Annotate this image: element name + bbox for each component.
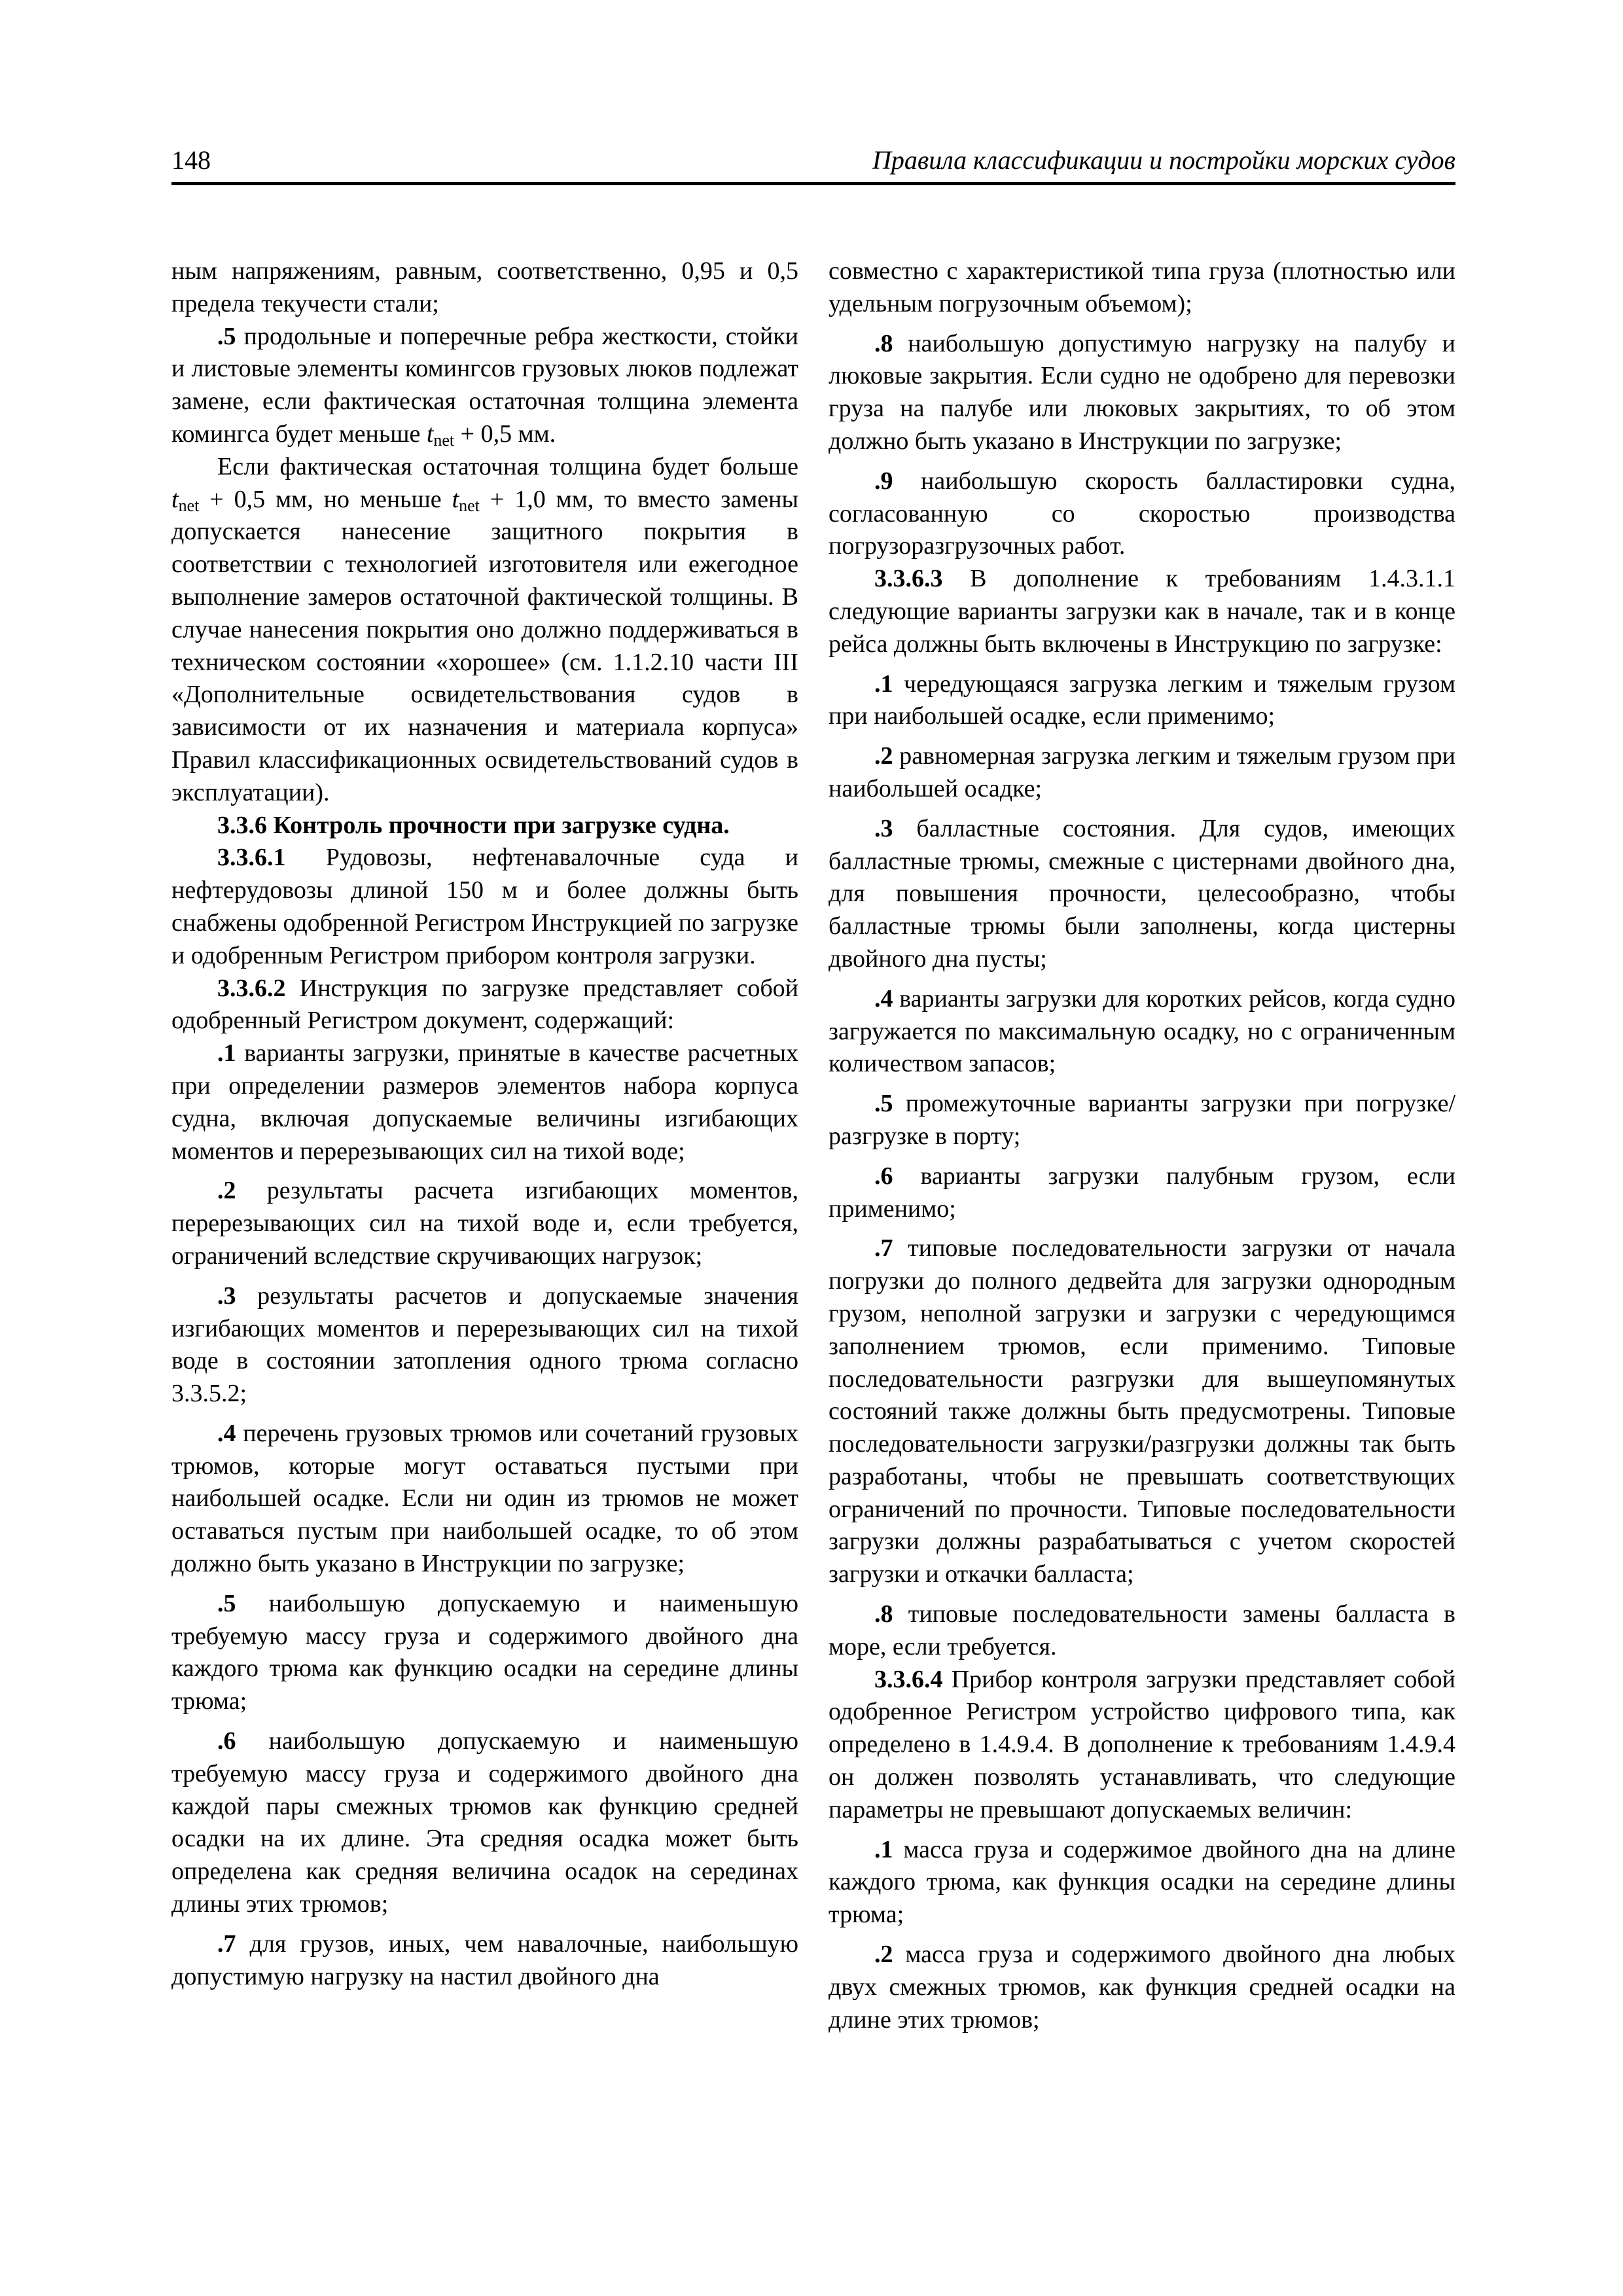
paragraph: 3.3.6.4 Прибор контроля загрузки представляет собой одобренное Регистром устройство цифрового типа, как определено в 1.4.9.4. В дополнение к требованиям 1.4.9.4 он должен позволять устанавливать, что следующие параметры не превышают допускаемых величин:: [829, 1665, 1455, 1823]
item-label: .3: [217, 1282, 236, 1310]
paragraph: 3.3.6.1 Рудовозы, нефтенавалочные суда и нефтерудовозы длиной 150 м и более должны быть снабжены одобренной Регистром Инструкцией по загрузке и одобренным Регистром прибором контроля загрузки.: [171, 844, 798, 969]
list-item: .2 результаты расчета изгибающих моментов, перерезывающих сил на тихой воде и, если требуется, ограничений вследствие скручивающих нагрузок;: [171, 1177, 798, 1270]
paragraph: 3.3.6.3 В дополнение к требованиям 1.4.3.1.1 следующие варианты загрузки как в начале, так и в конце рейса должны быть включены в Инструкцию по загрузке:: [829, 565, 1455, 658]
left-column: [171, 255, 798, 1993]
list-item: .9 наибольшую скорость балластировки судна, согласованную со скоростью производства погрузоразгрузочных работ.: [829, 467, 1455, 560]
item-label: .9: [874, 467, 893, 495]
item-label: .2: [217, 1177, 236, 1205]
paragraph: 3.3.6.2 Инструкция по загрузке представляет собой одобренный Регистром документ, содержащий:: [171, 974, 798, 1035]
list-item: .7 типовые последовательности загрузки от начала погрузки до полного дедвейта для загрузки однородным грузом, неполной загрузки и загрузки с чередующимся заполнением трюмов, если применимо. Типовые последовательности разгрузки для вышеупомянутых состояний также должны быть предусмотрены. Типовые последовательности загрузки/разгрузки должны так быть разработаны, чтобы не превышать соответствующих ограничений по прочности. Типовые последовательности загрузки должны разрабатываться с учетом скоростей загрузки и откачки балласта;: [829, 1234, 1455, 1588]
section-heading: 3.3.6 Контроль прочности при загрузке судна.: [217, 811, 730, 839]
paragraph: Если фактическая остаточная толщина будет больше $t_{net} + 0,5$ мм, но меньше $t_{net} + 1,0$ мм, то вместо замены допускается нанесение защитного покрытия в соответствии с технологией изготовителя или ежегодное выполнение замеров остаточной фактической толщины. В случае нанесения покрытия оно должно поддерживаться в техническом состоянии «хорошее» (см. 1.1.2.10 части III «Дополнительные освидетельствования судов в зависимости от их назначения и материала корпуса» Правил классификационных освидетельствований судов в эксплуатации).: [171, 452, 798, 806]
item-label: .2: [874, 742, 893, 770]
running-title: Правила классификации и постройки морских судов: [872, 145, 1455, 175]
item-label: .1: [874, 670, 893, 698]
list-item: .5 наибольшую допускаемую и наименьшую требуемую массу груза и содержимого двойного дна каждого трюма как функцию осадки на середине длины трюма;: [171, 1589, 798, 1715]
list-item: .8 типовые последовательности замены балласта в море, если требуется.: [829, 1600, 1455, 1660]
paragraph: ным напряжениям, равным, соответственно, 0,95 и 0,5 предела текучести стали;: [171, 257, 798, 317]
right-column: [829, 255, 1455, 2036]
item-label: .6: [217, 1727, 236, 1755]
item-label: .5: [874, 1090, 893, 1118]
item-label: .8: [874, 1600, 893, 1628]
list-item: .6 варианты загрузки палубным грузом, если применимо;: [829, 1162, 1455, 1223]
item-label: .7: [217, 1929, 236, 1958]
list-item: .5 промежуточные варианты загрузки при погрузке/разгрузке в порту;: [829, 1090, 1455, 1150]
list-item: .1 варианты загрузки, принятые в качестве расчетных при определении размеров элементов набора корпуса судна, включая допускаемые величины изгибающих моментов и перерезывающих сил на тихой воде;: [171, 1039, 798, 1165]
paragraph: совместно с характеристикой типа груза (плотностью или удельным погрузочным объемом);: [829, 257, 1455, 317]
list-item: .4 варианты загрузки для коротких рейсов, когда судно загружается по максимальную осадку, но с ограниченным количеством запасов;: [829, 984, 1455, 1078]
clause-number: 3.3.6.1: [217, 844, 286, 872]
clause-number: 3.3.6.4: [874, 1665, 943, 1693]
list-item: .3 балластные состояния. Для судов, имеющих балластные трюмы, смежные с цистернами двойного дна, для повышения прочности, целесообразно, чтобы балластные трюмы были заполнены, когда цистерны двойного дна пусты;: [829, 814, 1455, 973]
t-net-symbol: $t_{net}$: [452, 485, 480, 515]
item-label: .2: [874, 1941, 893, 1969]
item-label: .3: [874, 814, 893, 842]
page-number: 148: [171, 145, 211, 175]
item-label: .4: [874, 984, 893, 1013]
list-item: .4 перечень грузовых трюмов или сочетаний грузовых трюмов, которые могут оставаться пустыми при наибольшей осадке. Если ни один из трюмов не может оставаться пустым при наибольшей осадке, то об этом должно быть указано в Инструкции по загрузке;: [171, 1419, 798, 1578]
item-label: .5: [217, 322, 236, 350]
list-item: .1 чередующаяся загрузка легким и тяжелым грузом при наибольшей осадке, если применимо;: [829, 670, 1455, 730]
list-item: .8 наибольшую допустимую нагрузку на палубу и люковые закрытия. Если судно не одобрено для перевозки груза на палубе или люковых закрытиях, то об этом должно быть указано в Инструкции по загрузке;: [829, 329, 1455, 455]
item-label: .6: [874, 1162, 893, 1190]
paragraph: .5 продольные и поперечные ребра жесткости, стойки и листовые элементы комингсов грузовых люков подлежат замене, если фактическая остаточная толщина элемента комингса будет меньше $t_{net} + 0,5$ мм.: [171, 322, 798, 450]
page-header: [171, 136, 1455, 185]
list-item: .2 масса груза и содержимого двойного дна любых двух смежных трюмов, как функция средней осадки на длине этих трюмов;: [829, 1941, 1455, 2034]
item-label: .5: [217, 1589, 236, 1617]
item-label: .1: [217, 1039, 236, 1067]
item-label: .7: [874, 1234, 893, 1263]
item-label: .1: [874, 1835, 893, 1863]
clause-number: 3.3.6.3: [874, 565, 943, 593]
item-label: .4: [217, 1419, 236, 1447]
clause-number: 3.3.6.2: [217, 974, 286, 1002]
list-item: .3 результаты расчетов и допускаемые значения изгибающих моментов и перерезывающих сил на тихой воде в состоянии затопления одного трюма согласно 3.3.5.2;: [171, 1282, 798, 1408]
t-net-symbol: $t_{net}$: [171, 485, 200, 515]
list-item: .6 наибольшую допускаемую и наименьшую требуемую массу груза и содержимого двойного дна каждой пары смежных трюмов как функцию средней осадки на их длине. Эта средняя осадка может быть определена как средняя величина осадок на серединах длины этих трюмов;: [171, 1727, 798, 1918]
list-item: .1 масса груза и содержимое двойного дна на длине каждого трюма, как функция осадки на середине длины трюма;: [829, 1835, 1455, 1929]
item-label: .8: [874, 329, 893, 357]
list-item: .2 равномерная загрузка легким и тяжелым грузом при наибольшей осадке;: [829, 742, 1455, 802]
t-net-symbol: $t_{net}$: [426, 420, 455, 450]
list-item: .7 для грузов, иных, чем навалочные, наибольшую допустимую нагрузку на настил двойного дна: [171, 1929, 798, 1990]
